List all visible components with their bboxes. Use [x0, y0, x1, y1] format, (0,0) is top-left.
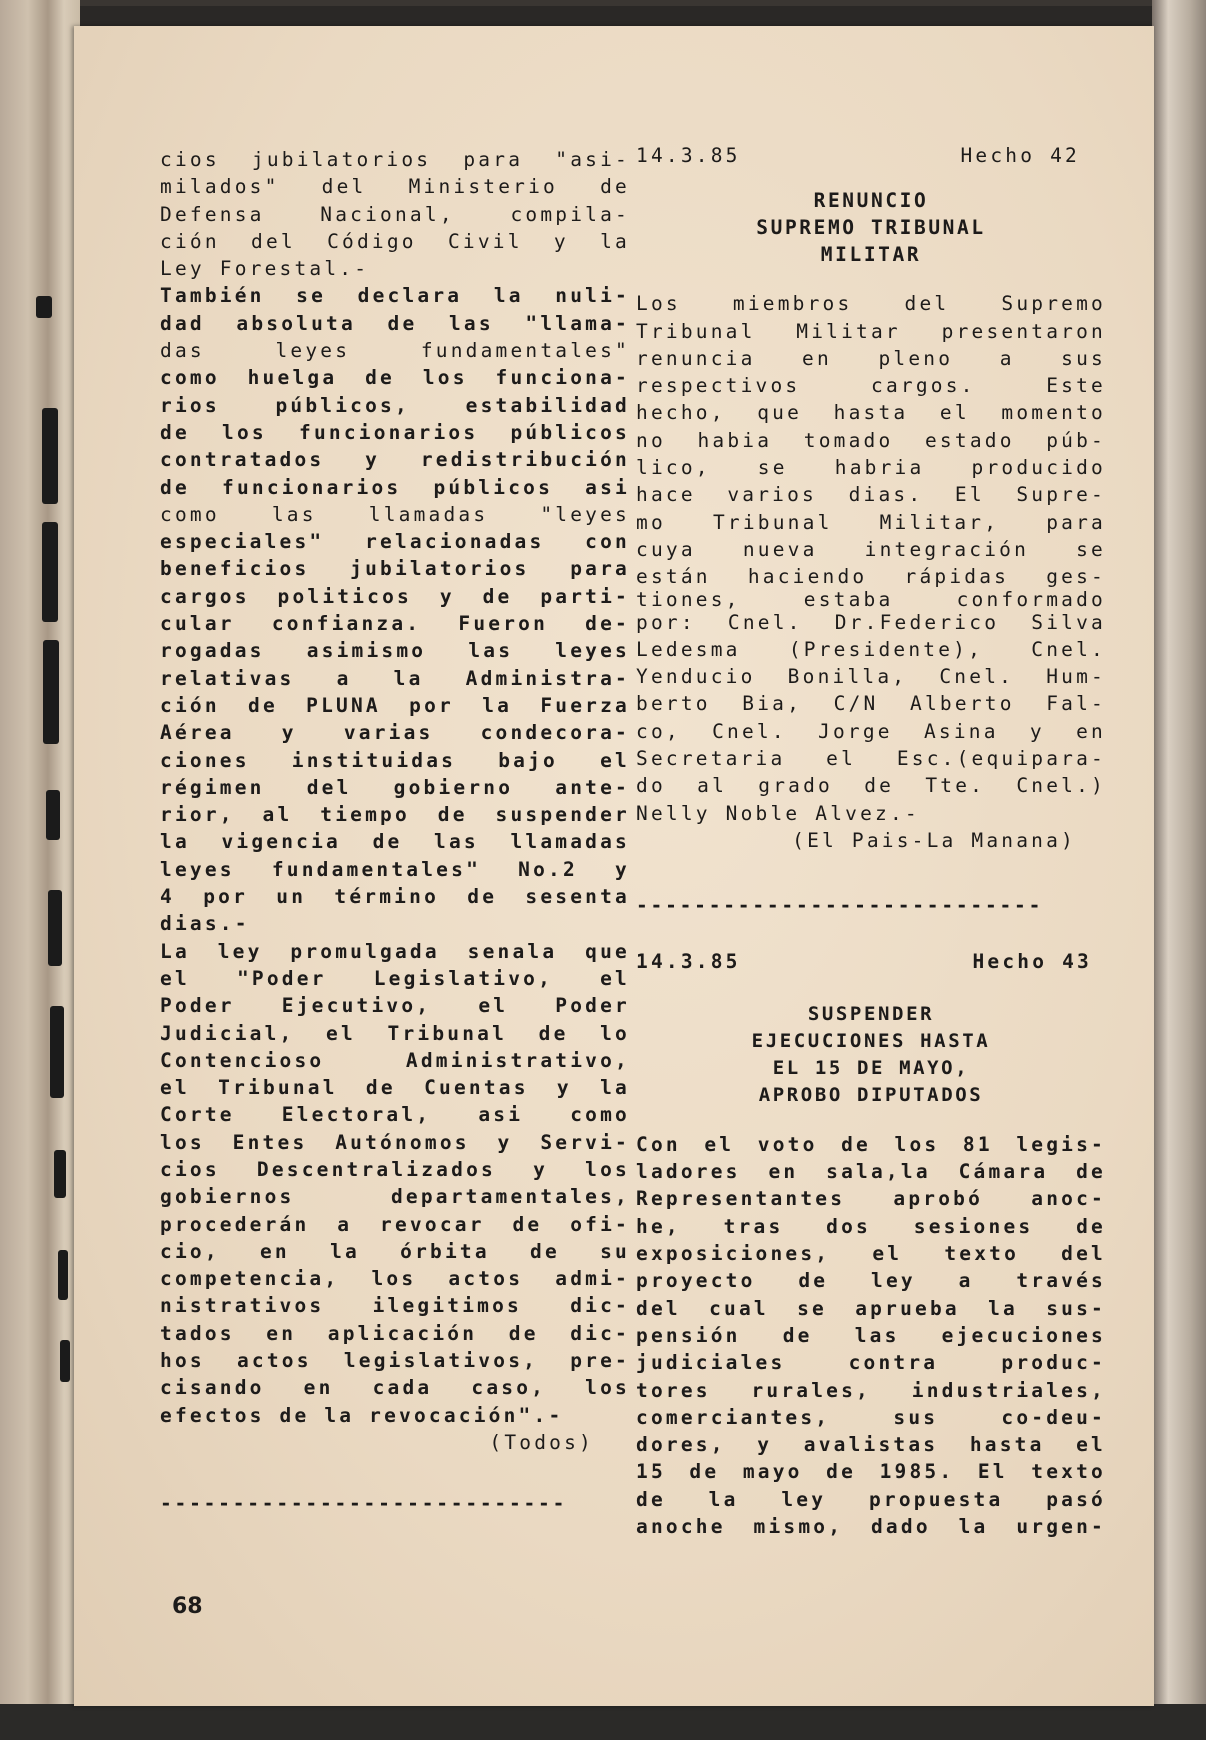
text-line: lico, se habria producido	[636, 456, 1106, 480]
text-line: hos actos legislativos, pre-	[160, 1349, 630, 1373]
text-line: nistrativos ilegitimos dic-	[160, 1294, 630, 1318]
headline-line: RENUNCIO	[813, 189, 929, 213]
text-line: Defensa Nacional, compila-	[160, 202, 630, 226]
text-line: proyecto de ley a través	[636, 1269, 1106, 1293]
source-attribution: (El Pais-La Manana)	[792, 828, 1076, 852]
item-number: Hecho 43	[972, 949, 1092, 973]
text-line: 4 por un término de sesenta	[160, 885, 630, 909]
text-line: están haciendo rápidas ges-	[636, 565, 1106, 589]
text-line: he, tras dos sesiones de	[636, 1214, 1106, 1238]
text-line: rios públicos, estabilidad	[160, 393, 630, 417]
text-line: Judicial, el Tribunal de lo	[160, 1021, 630, 1045]
text-line: anoche mismo, dado la urgen-	[636, 1514, 1106, 1538]
text-line: dad absoluta de las "llama-	[160, 311, 630, 335]
text-line: ción de PLUNA por la Fuerza	[160, 693, 630, 717]
left-column	[160, 146, 630, 1518]
text-line: Secretaria el Esc.(equipara-	[636, 747, 1106, 771]
text-line: cuya nueva integración se	[636, 537, 1106, 561]
text-line: Aérea y varias condecora-	[160, 721, 630, 745]
text-line: comerciantes, sus co-deu-	[636, 1405, 1106, 1429]
text-line: Contencioso Administrativo,	[160, 1048, 630, 1072]
text-line: del cual se aprueba la sus-	[636, 1296, 1106, 1320]
text-line: efectos de la revocación".-	[160, 1403, 564, 1427]
text-line: relativas a la Administra-	[160, 666, 630, 690]
text-line: cio, en la órbita de su	[160, 1239, 630, 1263]
binding-mark	[48, 890, 62, 966]
item-43-headline	[636, 1001, 1106, 1109]
book-right-edge	[1152, 0, 1206, 1740]
headline-line: SUSPENDER	[807, 1002, 935, 1025]
text-line: de la ley propuesta pasó	[636, 1487, 1106, 1511]
text-line: competencia, los actos admi-	[160, 1267, 630, 1291]
text-line: milados" del Ministerio de	[160, 175, 630, 199]
text-line: cisando en cada caso, los	[160, 1376, 630, 1400]
text-line: cios Descentralizados y los	[160, 1157, 630, 1181]
text-line: rogadas asimismo las leyes	[160, 639, 630, 663]
text-line: dores, y avalistas hasta el	[636, 1433, 1106, 1457]
text-line: respectivos cargos. Este	[636, 374, 1106, 398]
item-42-headline	[636, 187, 1106, 268]
text-line: gobiernos departamentales,	[160, 1185, 630, 1209]
text-line: dias.-	[160, 912, 250, 936]
text-line: ción del Código Civil y la	[160, 229, 630, 253]
text-line: ladores en sala,la Cámara de	[636, 1160, 1106, 1184]
text-line: Ley Forestal.-	[160, 257, 370, 281]
scan-top-edge	[0, 0, 1206, 6]
text-line: tores rurales, industriales,	[636, 1378, 1106, 1402]
binding-mark	[43, 640, 59, 744]
binding-mark	[42, 522, 58, 622]
item-43-dateline	[636, 948, 1106, 975]
source-attribution: (Todos)	[489, 1430, 594, 1454]
item-number: Hecho 42	[960, 144, 1080, 167]
text-line: Poder Ejecutivo, el Poder	[160, 994, 630, 1018]
text-line: Con el voto de los 81 legis-	[636, 1132, 1106, 1156]
scan-bottom-edge	[0, 1704, 1206, 1740]
text-line: das leyes fundamentales"	[160, 339, 630, 363]
item-date: 14.3.85	[636, 949, 741, 973]
headline-line: EL 15 DE MAYO,	[772, 1056, 970, 1079]
binding-mark	[58, 1250, 68, 1300]
section-separator: ----------------------------	[636, 894, 1044, 918]
text-line: hecho, que hasta el momento	[636, 401, 1106, 425]
text-line: Los miembros del Supremo	[636, 292, 1106, 316]
text-line: Tribunal Militar presentaron	[636, 319, 1106, 343]
text-line: de funcionarios públicos asi	[160, 475, 630, 499]
text-line: mo Tribunal Militar, para	[636, 510, 1106, 534]
text-line: Yenducio Bonilla, Cnel. Hum-	[636, 665, 1106, 689]
binding-mark	[60, 1340, 70, 1382]
text-line: leyes fundamentales" No.2 y	[160, 857, 630, 881]
headline-line: APROBO DIPUTADOS	[758, 1083, 984, 1106]
text-line: renuncia en pleno a sus	[636, 346, 1106, 370]
text-line: También se declara la nuli-	[160, 284, 630, 308]
page-number: 68	[172, 1594, 203, 1619]
section-separator: ----------------------------	[160, 1492, 568, 1516]
headline-line: EJECUCIONES HASTA	[751, 1029, 991, 1052]
headline-line: MILITAR	[820, 243, 922, 267]
text-line: La ley promulgada senala que	[160, 939, 630, 963]
text-line: do al grado de Tte. Cnel.)	[636, 774, 1106, 798]
binding-mark	[54, 1150, 66, 1198]
item-date: 14.3.85	[636, 144, 741, 167]
text-line: cargos politicos y de parti-	[160, 584, 630, 608]
text-line: Ledesma (Presidente), Cnel.	[636, 637, 1106, 661]
right-column	[636, 142, 1106, 1540]
text-line: exposiciones, el texto del	[636, 1242, 1106, 1266]
text-line: judiciales contra produc-	[636, 1351, 1106, 1375]
text-line: cular confianza. Fueron de-	[160, 612, 630, 636]
book-left-edge	[0, 0, 80, 1740]
text-line: tiones, estaba conformado	[636, 587, 1106, 611]
text-line: la vigencia de las llamadas	[160, 830, 630, 854]
text-line: cios jubilatorios para "asi-	[160, 148, 630, 171]
text-line: berto Bia, C/N Alberto Fal-	[636, 692, 1106, 716]
text-line: beneficios jubilatorios para	[160, 557, 630, 581]
text-line: contratados y redistribución	[160, 448, 630, 472]
text-line: régimen del gobierno ante-	[160, 775, 630, 799]
binding-mark	[46, 790, 60, 840]
text-line: pensión de las ejecuciones	[636, 1323, 1106, 1347]
text-line: co, Cnel. Jorge Asina y en	[636, 719, 1106, 743]
text-line: no habia tomado estado púb-	[636, 428, 1106, 452]
text-line: procederán a revocar de ofi-	[160, 1212, 630, 1236]
text-line: tados en aplicación de dic-	[160, 1321, 630, 1345]
binding-mark	[36, 296, 52, 318]
text-line: Corte Electoral, asi como	[160, 1103, 630, 1127]
headline-line: SUPREMO TRIBUNAL	[756, 216, 986, 240]
item-42-dateline	[636, 142, 1106, 169]
text-line: Nelly Noble Alvez.-	[636, 801, 920, 825]
text-line: como las llamadas "leyes	[160, 502, 630, 526]
text-line: Representantes aprobó anoc-	[636, 1187, 1106, 1211]
binding-mark	[50, 1006, 64, 1098]
binding-mark	[42, 408, 58, 504]
text-line: 15 de mayo de 1985. El texto	[636, 1460, 1106, 1484]
text-line: como huelga de los funciona-	[160, 366, 630, 390]
text-line: el Tribunal de Cuentas y la	[160, 1076, 630, 1100]
text-line: ciones instituidas bajo el	[160, 748, 630, 772]
text-line: hace varios dias. El Supre-	[636, 483, 1106, 507]
text-line: los Entes Autónomos y Servi-	[160, 1130, 630, 1154]
text-line: especiales" relacionadas con	[160, 530, 630, 554]
text-line: el "Poder Legislativo, el	[160, 966, 630, 990]
text-line: de los funcionarios públicos	[160, 420, 630, 444]
text-line: rior, al tiempo de suspender	[160, 803, 630, 827]
text-line: por: Cnel. Dr.Federico Silva	[636, 610, 1106, 634]
